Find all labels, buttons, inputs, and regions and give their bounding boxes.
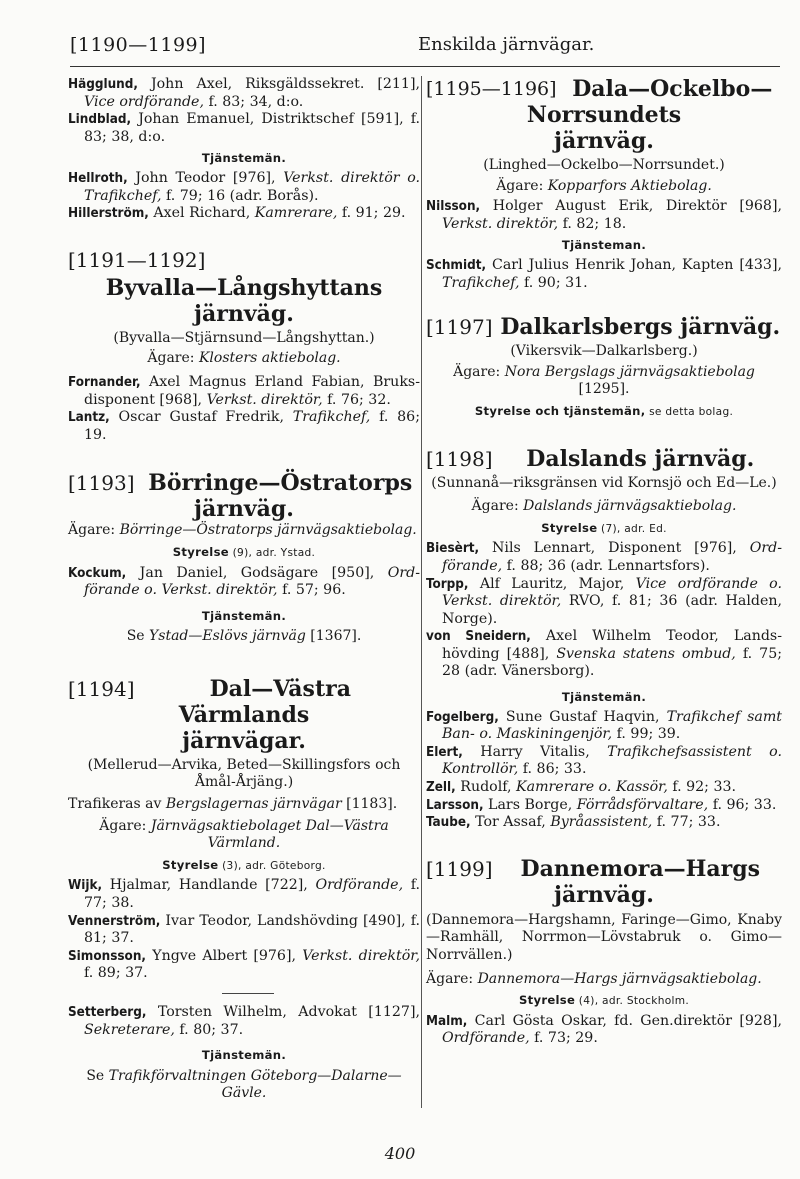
staff-entries bbox=[68, 170, 420, 223]
person-title: Trafikchef, bbox=[442, 274, 520, 291]
person-entry bbox=[68, 565, 420, 600]
column-divider bbox=[421, 76, 422, 1108]
owner-1197: Ägare: Nora Bergslags järnvägsaktiebolag [1295]. bbox=[453, 363, 755, 398]
person-details: Alf Lauritz, Major, bbox=[468, 575, 636, 592]
staff-heading-1193: Tjänstemän. bbox=[201, 608, 287, 623]
railway-title-1199: [1199] Dannemora—Hargs järnväg. bbox=[426, 855, 761, 908]
person-name: Zell, bbox=[426, 780, 456, 796]
person-dates: f. 80; 37. bbox=[174, 1021, 244, 1038]
staff-heading-1194: Tjänstemän. bbox=[201, 1048, 287, 1063]
person-dates: f. 57; 96. bbox=[277, 582, 346, 599]
person-entry bbox=[426, 709, 782, 744]
person-details: Axel Wilhelm Teodor, Landshövding [488], bbox=[442, 628, 782, 662]
railway-title-1197: [1197] Dalkarlsbergs järnväg. bbox=[426, 314, 781, 341]
route-1197: (Vikersvik—Dalkarlsberg.) bbox=[510, 343, 698, 360]
board-heading-1197: Styrelse och tjänstemän, se detta bolag. bbox=[474, 403, 734, 418]
person-entry bbox=[68, 205, 420, 223]
person-entry bbox=[68, 877, 420, 912]
owner-1198: Ägare: Dalslands järnvägsaktiebolag. bbox=[471, 498, 737, 515]
person-dates: f. 76; 32. bbox=[322, 391, 391, 408]
person-entry bbox=[426, 628, 782, 681]
person-name: Setterberg, bbox=[68, 1005, 147, 1020]
person-title: Ordförande, bbox=[315, 877, 404, 894]
person-details: Axel Magnus Erland Fabian, Bruksdisponent [968], bbox=[84, 373, 420, 408]
person-dates: f. 92; 33. bbox=[667, 779, 737, 796]
person-name: Schmidt, bbox=[426, 257, 487, 273]
railway-title-1195: [1195—1196] Dala—Ockelbo—Norrsundets järnväg. bbox=[426, 76, 773, 154]
person-details: Johan Emanuel, Distriktschef [591], f. 83; 38, d:o. bbox=[84, 111, 420, 145]
entries-1199 bbox=[426, 1013, 782, 1048]
railway-heading-1191: [1191—1192] bbox=[68, 247, 206, 272]
person-dates: RVO, f. 81; 36 (adr. Halden, Norge). bbox=[442, 593, 783, 627]
person-name: Malm, bbox=[426, 1013, 468, 1029]
person-details: Oscar Gustaf Fredrik, bbox=[109, 409, 293, 426]
person-details: Sune Gustaf Haqvin, bbox=[498, 708, 667, 725]
person-details: Yngve Albert [976], bbox=[146, 947, 303, 964]
left-column bbox=[68, 76, 420, 1106]
person-details: Ivar Teodor, Landshövding [490], f. 81; 37. bbox=[84, 912, 420, 947]
person-name: Hillerström, bbox=[68, 206, 149, 222]
railway-title-1198: [1198] Dalslands järnväg. bbox=[426, 445, 755, 472]
right-column bbox=[426, 76, 782, 1048]
person-name: Lindblad, bbox=[68, 112, 132, 128]
route-1195: (Linghed—Ockelbo—Norrsundet.) bbox=[483, 157, 725, 173]
person-dates: f. 79; 16 (adr. Borås). bbox=[161, 187, 319, 204]
person-dates: f. 96; 33. bbox=[708, 796, 777, 813]
person-details: John Teodor [976], bbox=[127, 169, 284, 186]
person-entry bbox=[426, 814, 782, 832]
owner-1194: Ägare: Järnvägsaktiebolaget Dal—Västra Värmland. bbox=[99, 817, 389, 852]
person-details: Holger August Erik, Direktör [968], bbox=[480, 198, 782, 215]
owner-1191: Ägare: Klosters aktiebolag. bbox=[147, 350, 341, 367]
person-title: Vice ordförande o. Verkst. direktör, bbox=[442, 575, 782, 610]
person-name: Simonsson, bbox=[68, 948, 146, 964]
person-name: Wijk, bbox=[68, 878, 103, 894]
entries-1194-after bbox=[68, 1004, 420, 1039]
person-entry bbox=[68, 76, 420, 111]
owner-1199: Ägare: Dannemora—Hargs järnvägsaktiebolag. bbox=[426, 970, 762, 987]
person-entry bbox=[68, 111, 420, 146]
person-dates: f. 91; 29. bbox=[337, 205, 406, 222]
person-entry bbox=[68, 409, 420, 444]
person-name: Hägglund, bbox=[68, 77, 138, 92]
railway-title-1194: [1194] Dal—Västra Värmlands järnvägar. bbox=[68, 675, 351, 754]
person-dates: f. 90; 31. bbox=[519, 274, 588, 291]
person-details: Carl Gösta Oskar, fd. Gen.direktör [928], bbox=[467, 1012, 782, 1029]
person-name: Vennerström, bbox=[68, 913, 161, 929]
person-dates: f. 86; 19. bbox=[84, 409, 420, 443]
owner-1193: Ägare: Börringe—Östratorps järnvägsaktiebolag. bbox=[68, 522, 417, 539]
page-header bbox=[70, 34, 770, 70]
person-dates: f. 99; 39. bbox=[612, 726, 681, 743]
person-title: Verkst. direktör o. Trafikchef, bbox=[84, 169, 420, 204]
person-dates: f. 77; 38. bbox=[84, 877, 420, 912]
person-title: Svenska statens ombud, bbox=[556, 645, 736, 662]
person-title: Verkst. direktör, bbox=[302, 947, 420, 964]
person-title: Verkst. direktör, bbox=[442, 215, 559, 232]
person-dates: f. 77; 33. bbox=[652, 814, 721, 831]
person-entry bbox=[426, 779, 782, 797]
person-details: Tor Assaf, bbox=[470, 814, 551, 831]
person-details: Rudolf, bbox=[455, 779, 517, 796]
person-details: Axel Richard, bbox=[148, 205, 255, 222]
person-name: Hellroth, bbox=[68, 170, 128, 186]
person-name: Fogelberg, bbox=[426, 709, 499, 725]
route-1194: (Mellerud—Arvika, Beted—Skillingsfors och Åmål-Årjäng.) bbox=[87, 756, 401, 791]
see-also-1194: Se Trafikförvaltningen Göteborg—Dalarne—Gävle. bbox=[86, 1067, 402, 1102]
person-title: Vice ordförande, bbox=[84, 93, 204, 110]
person-name: Nilsson, bbox=[426, 199, 481, 215]
person-name: Larsson, bbox=[426, 797, 484, 813]
person-title: Trafikchef, bbox=[292, 409, 371, 426]
person-dates: f. 89; 37. bbox=[84, 965, 148, 982]
person-entry bbox=[68, 170, 420, 205]
person-dates: f. 86; 33. bbox=[518, 761, 587, 778]
small-divider bbox=[222, 993, 274, 994]
person-name: Biesèrt, bbox=[426, 541, 480, 557]
person-dates: f. 75; 28 (adr. Vänersborg). bbox=[442, 645, 782, 680]
person-title: Ordförande, bbox=[442, 540, 782, 574]
person-entry bbox=[68, 374, 420, 409]
header-rule bbox=[70, 66, 780, 67]
person-entry bbox=[426, 744, 782, 779]
person-entry bbox=[426, 198, 782, 233]
person-title: Trafikchef samt Ban- o. Maskiningenjör, bbox=[442, 708, 782, 743]
intro-entries bbox=[68, 76, 420, 146]
entries-1194 bbox=[68, 877, 420, 983]
person-title: Trafikchefsassistent o. Kontrollör, bbox=[442, 743, 782, 778]
railway-title-1191: Byvalla—Långshyttans järnväg. bbox=[105, 274, 383, 327]
person-entry bbox=[426, 797, 782, 815]
entries-1195 bbox=[426, 198, 782, 233]
person-details: John Axel, Riksgäldssekret. [211], bbox=[137, 76, 420, 92]
person-title: Verkst. direktör, bbox=[206, 391, 323, 408]
staff-entries-1195 bbox=[426, 257, 782, 292]
person-title: Ordförande, bbox=[442, 1030, 530, 1047]
see-also-1193: Se Ystad—Eslövs järnväg [1367]. bbox=[126, 628, 362, 645]
person-title: Förrådsförvaltare, bbox=[576, 796, 709, 813]
board-heading-1194: Styrelse (3), adr. Göteborg. bbox=[162, 857, 326, 872]
person-entry bbox=[68, 1004, 420, 1039]
person-name: Lantz, bbox=[68, 410, 110, 426]
staff-heading-1195: Tjänsteman. bbox=[561, 238, 647, 253]
board-heading-1193: Styrelse (9), adr. Ystad. bbox=[172, 544, 316, 559]
section-heading: Tjänstemän. bbox=[201, 151, 287, 166]
person-dates: f. 83; 34, d:o. bbox=[203, 93, 304, 110]
person-name: Elert, bbox=[426, 744, 463, 760]
staff-entries-1198 bbox=[426, 709, 782, 832]
person-entry bbox=[426, 257, 782, 292]
person-entry bbox=[426, 1013, 782, 1048]
person-title: Kamrerare, bbox=[254, 205, 338, 222]
header-title: Enskilda järnvägar. bbox=[418, 34, 595, 55]
traffic-1194: Trafikeras av Bergslagernas järnvägar [1183]. bbox=[68, 796, 398, 813]
entries-1191 bbox=[68, 374, 420, 444]
person-name: von Sneidern, bbox=[426, 629, 531, 645]
person-details: Torsten Wilhelm, Advokat [1127], bbox=[146, 1004, 420, 1020]
owner-1195: Ägare: Kopparfors Aktiebolag. bbox=[496, 177, 712, 194]
person-dates: f. 88; 36 (adr. Lennartsfors). bbox=[502, 557, 710, 574]
person-entry bbox=[68, 913, 420, 948]
person-title: Sekreterare, bbox=[84, 1021, 175, 1038]
person-name: Torpp, bbox=[426, 576, 469, 592]
header-range: [1190—1199] bbox=[70, 34, 207, 56]
route-1199: (Dannemora—Hargshamn, Faringe—Gimo, Knaby—Ramhäll, Norrmon—Lövstabruk o. Gimo—Norrvällen.) bbox=[426, 911, 782, 963]
person-dates: f. 73; 29. bbox=[529, 1030, 598, 1047]
person-title: Ordförande o. Verkst. direktör, bbox=[84, 564, 420, 599]
staff-heading-1198: Tjänstemän. bbox=[561, 690, 647, 705]
person-title: Kamrerare o. Kassör, bbox=[516, 779, 668, 796]
person-details: Carl Julius Henrik Johan, Kapten [433], bbox=[486, 256, 782, 273]
person-name: Kockum, bbox=[68, 565, 127, 581]
railway-title-1193: [1193] Börringe—Östratorps järnväg. bbox=[68, 470, 413, 523]
person-entry bbox=[426, 576, 782, 629]
person-entry bbox=[426, 540, 782, 575]
entries-1198 bbox=[426, 540, 782, 681]
route-1191: (Byvalla—Stjärnsund—Långshyttan.) bbox=[113, 329, 375, 346]
route-1198: (Sunnanå—riksgränsen vid Kornsjö och Ed—Le.) bbox=[431, 474, 777, 491]
board-heading-1198: Styrelse (7), adr. Ed. bbox=[541, 520, 667, 535]
entries-1193 bbox=[68, 565, 420, 600]
board-heading-1199: Styrelse (4), adr. Stockholm. bbox=[518, 993, 690, 1008]
person-details: Jan Daniel, Godsägare [950], bbox=[126, 564, 388, 581]
person-title: Byråassistent, bbox=[550, 814, 653, 831]
person-name: Fornander, bbox=[68, 374, 141, 390]
person-details: Hjalmar, Handlande [722], bbox=[102, 877, 316, 894]
person-dates: f. 82; 18. bbox=[558, 215, 627, 232]
person-details: Lars Borge, bbox=[483, 796, 577, 813]
page-number: 400 bbox=[384, 1144, 416, 1163]
person-details: Harry Vitalis, bbox=[462, 743, 608, 760]
person-entry bbox=[68, 948, 420, 983]
person-details: Nils Lennart, Disponent [976], bbox=[479, 540, 750, 557]
person-name: Taube, bbox=[426, 815, 471, 831]
